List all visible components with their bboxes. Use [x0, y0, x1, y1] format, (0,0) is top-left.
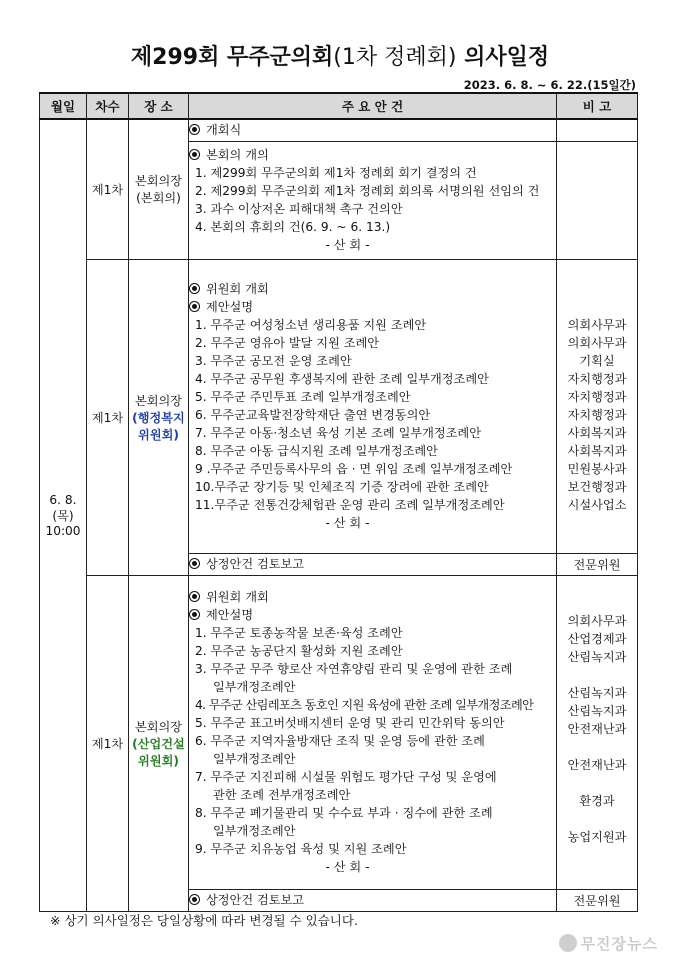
- date-cell: [40, 119, 87, 911]
- list-item-cont: 일부개정조례안: [213, 824, 296, 838]
- plenary-head: [189, 146, 556, 164]
- session-period: 2023. 6. 8. ~ 6. 22.(15일간): [463, 78, 636, 92]
- dept-spacer: [557, 666, 637, 684]
- bullet-icon: [189, 283, 200, 294]
- committee1-review: [189, 553, 557, 575]
- dept-label: 환경과: [579, 793, 615, 808]
- list-item: 9. 무주군 치유농업 육성 및 지원 조례안: [195, 842, 407, 856]
- list-item: 11.무주군 전통건강체험관 운영 관리 조례 일부개정조례안: [195, 498, 505, 512]
- page-title: [0, 40, 680, 71]
- committee1-agenda: [189, 259, 557, 553]
- header-row: [40, 93, 638, 119]
- dept-label: 산업경제과: [567, 631, 627, 646]
- list-item: 9 .무주군 주민등록사무의 읍 · 면 위임 조례 일부개정조례안: [195, 462, 513, 476]
- header-note: 비 고: [557, 93, 638, 119]
- header-date: 월일: [40, 93, 87, 119]
- opening-label: 개회식: [206, 123, 242, 138]
- list-item: 5. 무주군 표고버섯배지센터 운영 및 관리 민간위탁 동의안: [195, 716, 505, 730]
- list-item-cont: 일부개정조례안: [213, 752, 296, 766]
- dept-label: 산림녹지과: [567, 685, 627, 700]
- dept-label: 자치행정과: [567, 408, 627, 422]
- note-cell: [557, 141, 638, 259]
- committee1-order: 제1차: [87, 259, 129, 575]
- bullet-icon: [189, 591, 200, 602]
- footnote: ※ 상기 의사일정은 당일상황에 따라 변경될 수 있습니다.: [50, 913, 358, 928]
- bullet-icon: [189, 149, 200, 160]
- dept-spacer: [557, 810, 637, 828]
- list-item-cont: 관한 조례 전부개정조례안: [213, 788, 351, 802]
- list-item: 8. 무주군 폐기물관리 및 수수료 부과 · 징수에 관한 조례: [195, 806, 493, 820]
- dept-label: 산림녹지과: [567, 703, 627, 718]
- opening-ceremony: [189, 119, 557, 141]
- dept-label: 시설사업소: [567, 498, 627, 512]
- committee1-place-line3: 위원회): [138, 427, 179, 442]
- list-item: 4. 무주군 공무원 후생복지에 관한 조례 일부개정조례안: [195, 372, 489, 386]
- committee2-open: [189, 588, 556, 606]
- dept-label: 기획실: [579, 354, 615, 368]
- list-item: 6. 무주군 지역자율방재단 조직 및 운영 등에 관한 조례: [195, 734, 485, 748]
- dept-label: 자치행정과: [567, 372, 627, 386]
- committee1-explain: [189, 298, 556, 316]
- list-item: 4. 본회의 휴회의 건(6. 9. ~ 6. 13.): [195, 220, 391, 234]
- list-item: 2. 제299회 무주군의회 제1차 정례회 회의록 서명의원 선임의 건: [195, 184, 540, 198]
- adjourn-label: - 산 회 -: [325, 860, 370, 874]
- date-weekday: (목): [52, 508, 74, 523]
- bullet-icon: [189, 124, 200, 135]
- plenary-place: [129, 119, 189, 259]
- header-agenda: 주 요 안 건: [189, 93, 557, 119]
- dept-label: 사회복지과: [567, 426, 627, 440]
- dept-label: 자치행정과: [567, 390, 627, 404]
- dept-label: 의회사무과: [567, 336, 627, 350]
- plenary-head-label: 본회의 개의: [206, 148, 269, 162]
- adjourn-label: - 산 회 -: [325, 516, 370, 530]
- committee2-explain-label: 제안설명: [206, 608, 254, 622]
- schedule-table: [39, 92, 638, 912]
- title-tail: 의사일정: [464, 45, 550, 70]
- table-row: [40, 119, 638, 141]
- committee2-place: [129, 575, 189, 911]
- dept-label: 농업지원과: [567, 829, 627, 844]
- committee1-place-line1: 본회의장: [134, 393, 183, 408]
- committee2-review: [189, 889, 557, 911]
- bullet-icon: [189, 301, 200, 312]
- dept-label: 의회사무과: [567, 613, 627, 628]
- dept-spacer: [557, 280, 637, 316]
- list-item: 3. 무주군 공모전 운영 조례안: [195, 354, 352, 368]
- note-cell: [557, 119, 638, 141]
- dept-spacer: [557, 774, 637, 792]
- committee2-order: 제1차: [87, 575, 129, 911]
- list-item: 1. 무주군 여성청소년 생리용품 지원 조례안: [195, 318, 427, 332]
- list-item: 3. 무주군 무주 향로산 자연휴양림 관리 및 운영에 관한 조례: [195, 662, 513, 676]
- plenary-order: 제1차: [87, 119, 129, 259]
- committee2-depts: [557, 575, 638, 889]
- list-item: 3. 과수 이상저온 피해대책 촉구 건의안: [195, 202, 403, 216]
- committee1-place-line2: (행정복지: [132, 410, 185, 425]
- plenary-agenda: [189, 141, 557, 259]
- committee1-explain-label: 제안설명: [206, 300, 254, 314]
- bullet-icon: [189, 558, 200, 569]
- title-sub: (1차 정례회): [333, 45, 457, 70]
- dept-label: 사회복지과: [567, 444, 627, 458]
- committee2-agenda: [189, 575, 557, 889]
- committee2-place-line3: 위원회): [138, 753, 179, 768]
- list-item: 5. 무주군 주민투표 조례 일부개정조례안: [195, 390, 411, 404]
- committee2-place-line1: 본회의장: [134, 719, 183, 734]
- list-item: 2. 무주군 영유아 발달 지원 조례안: [195, 336, 380, 350]
- dept-spacer: [557, 738, 637, 756]
- committee1-review-note: 전문위원: [557, 553, 638, 575]
- list-item: 6. 무주군교육발전장학재단 출연 변경동의안: [195, 408, 431, 422]
- committee2-explain: [189, 606, 556, 624]
- committee1-depts: [557, 259, 638, 553]
- dept-label: 민원봉사과: [567, 462, 627, 476]
- bullet-icon: [189, 894, 200, 905]
- list-item: 7. 무주군 지진피해 시설물 위험도 평가단 구성 및 운영에: [195, 770, 497, 784]
- title-main: 제299회 무주군의회: [130, 45, 334, 70]
- list-item: 8. 무주군 아동 급식지원 조례 일부개정조례안: [195, 444, 438, 458]
- dept-label: 의회사무과: [567, 318, 627, 332]
- watermark: [559, 933, 658, 954]
- committee2-open-label: 위원회 개회: [206, 590, 269, 604]
- plenary-place-line1: 본회의장: [134, 174, 183, 189]
- header-place: 장 소: [129, 93, 189, 119]
- committee1-open-label: 위원회 개회: [206, 282, 269, 296]
- dept-spacer: [557, 514, 637, 532]
- list-item: 4. 무주군 산림레포츠 동호인 지원 육성에 관한 조례 일부개정조례안: [195, 698, 534, 712]
- committee1-place: [129, 259, 189, 575]
- dept-label: 안전재난과: [567, 721, 627, 736]
- table-row: [40, 259, 638, 553]
- bullet-icon: [189, 609, 200, 620]
- date-md: 6. 8.: [49, 492, 77, 507]
- list-item: 1. 제299회 무주군의회 제1차 정례회 회기 결정의 건: [195, 166, 477, 180]
- logo-icon: [559, 934, 577, 952]
- committee2-review-label: 상정안건 검토보고: [206, 893, 305, 907]
- date-time: 10:00: [45, 523, 81, 538]
- list-item: 10.무주군 장기등 및 인체조직 기증 장려에 관한 조례안: [195, 480, 489, 494]
- plenary-place-line2: (본회의): [136, 191, 181, 206]
- committee2-review-note: 전문위원: [557, 889, 638, 911]
- committee1-open: [189, 280, 556, 298]
- list-item: 7. 무주군 아동·청소년 육성 기본 조례 일부개정조례안: [195, 426, 481, 440]
- adjourn-label: - 산 회 -: [325, 238, 370, 252]
- dept-label: 보건행정과: [567, 480, 627, 494]
- committee1-review-label: 상정안건 검토보고: [206, 557, 305, 571]
- dept-label: 안전재난과: [567, 757, 627, 772]
- dept-label: 산림녹지과: [567, 649, 627, 664]
- table-row: [40, 575, 638, 889]
- watermark-text: 무진장뉴스: [580, 935, 658, 953]
- dept-spacer: [557, 576, 637, 612]
- committee2-place-line2: (산업건설: [132, 736, 185, 751]
- list-item-cont: 일부개정조례안: [213, 680, 296, 694]
- list-item: 1. 무주군 토종농작물 보존·육성 조례안: [195, 626, 403, 640]
- list-item: 2. 무주군 농공단지 활성화 지원 조례안: [195, 644, 403, 658]
- header-order: 차수: [87, 93, 129, 119]
